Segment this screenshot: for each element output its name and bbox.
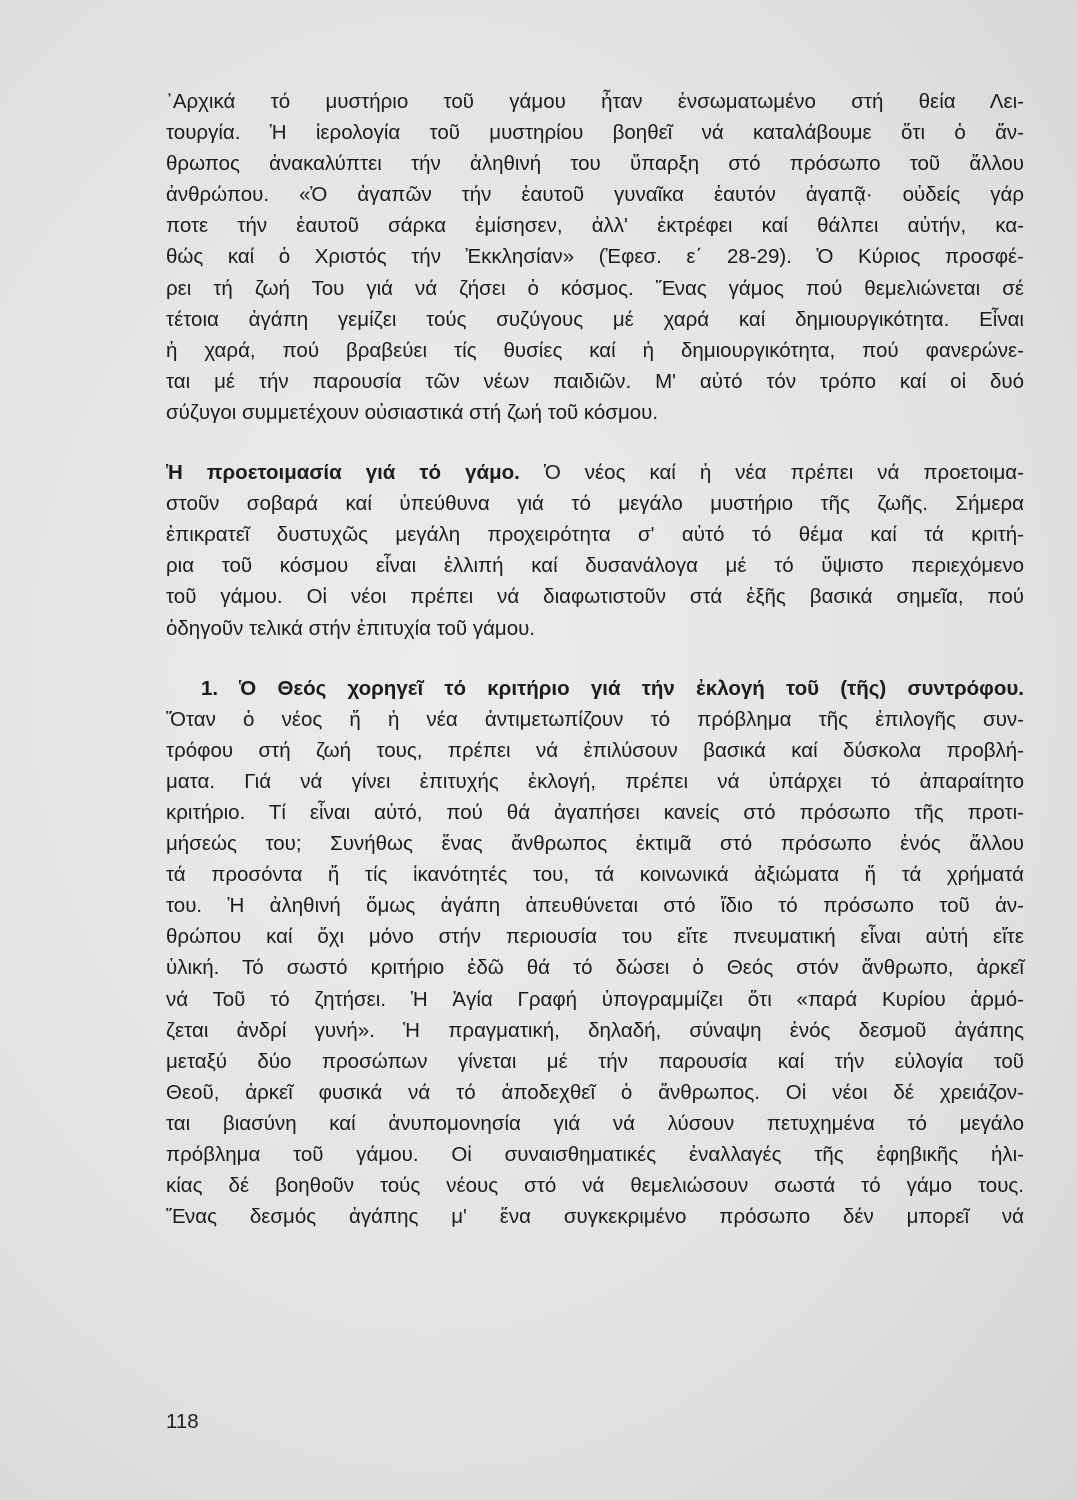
- text-line: ματα. Γιά νά γίνει ἐπιτυχής ἐκλογή, πρέπει νά ὑπάρχει τό ἀπαραίτητο: [166, 769, 1024, 793]
- paragraph-liturgy: [166, 86, 1024, 428]
- paragraph-preparation: [166, 457, 1024, 644]
- text-line: ται βιασύνη καί ἀνυπομονησία γιά νά λύσουν πετυχημένα τό μεγάλο: [166, 1111, 1024, 1135]
- text-line: κριτήριο. Τί εἶναι αὐτό, πού θά ἀγαπήσει κανείς στό πρόσωπο τῆς προτι-: [166, 800, 1024, 824]
- text-line: Θεοῦ, ἀρκεῖ φυσικά νά τό ἀποδεχθεῖ ὁ ἄνθρωπος. Οἱ νέοι δέ χρειάζον-: [166, 1080, 1024, 1104]
- text-line: του. Ἡ ἀληθινή ὅμως ἀγάπη ἀπευθύνεται στό ἴδιο τό πρόσωπο τοῦ ἀν-: [166, 894, 1024, 918]
- paragraph-criterion: [166, 673, 1024, 1233]
- text-line: ται μέ τήν παρουσία τῶν νέων παιδιῶν. Μ' αὐτό τόν τρόπο καί οἱ δυό: [166, 369, 1024, 393]
- text-line: στοῦν σοβαρά καί ὑπεύθυνα γιά τό μεγάλο μυστήριο τῆς ζωῆς. Σήμερα: [166, 492, 1024, 516]
- text-line: ἡ χαρά, πού βραβεύει τίς θυσίες καί ἡ δημιουργικότητα, πού φανερώνε-: [166, 338, 1024, 362]
- text-run: Ὁ νέος καί ἡ νέα πρέπει νά προετοιμα-: [519, 461, 1024, 485]
- section-heading-preparation: Ἡ προετοιμασία γιά τό γάμο.: [166, 461, 520, 485]
- text-line: τρόφου στή ζωή τους, πρέπει νά ἐπιλύσουν βασικά καί δύσκολα προβλή-: [166, 738, 1024, 762]
- text-line: τοῦ γάμου. Οἱ νέοι πρέπει νά διαφωτιστοῦν στά ἑξῆς βασικά σημεῖα, πού: [166, 585, 1024, 609]
- text-line: ὑλική. Τό σωστό κριτήριο ἐδῶ θά τό δώσει ὁ Θεός στόν ἄνθρωπο, ἀρκεῖ: [166, 956, 1024, 980]
- text-line: ᾿Αρχικά τό μυστήριο τοῦ γάμου ἦταν ἐνσωματωμένο στή θεία Λει-: [166, 90, 1024, 113]
- text-line: θρωπος ἀνακαλύπτει τήν ἀληθινή του ὕπαρξη στό πρόσωπο τοῦ ἄλλου: [166, 152, 1024, 176]
- text-line: ρει τή ζωή Του γιά νά ζήσει ὁ κόσμος. Ἕνας γάμος πού θεμελιώνεται σέ: [166, 276, 1024, 300]
- text-line: σύζυγοι συμμετέχουν οὐσιαστικά στή ζωή τοῦ κόσμου.: [166, 400, 659, 424]
- text-line: τέτοια ἀγάπη γεμίζει τούς συζύγους μέ χαρά καί δημιουργικότητα. Εἶναι: [166, 307, 1024, 331]
- text-line: μήσεώς του; Συνήθως ἕνας ἄνθρωπος ἐκτιμᾶ στό πρόσωπο ἑνός ἄλλου: [166, 832, 1024, 856]
- text-line: νά Τοῦ τό ζητήσει. Ἡ Ἁγία Γραφή ὑπογραμμίζει ὅτι «παρά Κυρίου ἁρμό-: [166, 987, 1024, 1011]
- text-line: ἀνθρώπου. «Ὁ ἀγαπῶν τήν ἑαυτοῦ γυναῖκα ἑαυτόν ἀγαπᾷ· οὐδείς γάρ: [166, 183, 1024, 207]
- text-line: ζεται ἀνδρί γυνή». Ἡ πραγματική, δηλαδή, σύναψη ἑνός δεσμοῦ ἀγάπης: [166, 1018, 1024, 1042]
- text-line: ρια τοῦ κόσμου εἶναι ἐλλιπή καί δυσανάλογα μέ τό ὕψιστο περιεχόμενο: [166, 554, 1024, 578]
- text-line: ποτε τήν ἑαυτοῦ σάρκα ἐμίσησεν, ἀλλ' ἐκτρέφει καί θάλπει αὐτήν, κα-: [166, 214, 1024, 238]
- text-line: τουργία. Ἡ ἱερολογία τοῦ μυστηρίου βοηθεῖ νά καταλάβουμε ὅτι ὁ ἄν-: [166, 121, 1024, 145]
- text-line: πρόβλημα τοῦ γάμου. Οἱ συναισθηματικές ἐναλλαγές τῆς ἐφηβικῆς ἡλι-: [166, 1143, 1024, 1166]
- text-line: θρώπου καί ὄχι μόνο στήν περιουσία του εἴτε πνευματική εἶναι αὐτή εἴτε: [166, 925, 1024, 949]
- section-heading-criterion: 1. Ὁ Θεός χορηγεῖ τό κριτήριο γιά τήν ἐκλογή τοῦ (τῆς) συντρόφου.: [201, 676, 1024, 700]
- text-line: μεταξύ δύο προσώπων γίνεται μέ τήν παρουσία καί τήν εὐλογία τοῦ: [166, 1049, 1024, 1073]
- text-line: Ὅταν ὁ νέος ἤ ἡ νέα ἀντιμετωπίζουν τό πρόβλημα τῆς ἐπιλογῆς συν-: [166, 707, 1024, 731]
- text-line: κίας δέ βοηθοῦν τούς νέους στό νά θεμελιώσουν σωστά τό γάμο τους.: [166, 1174, 1024, 1198]
- page-body: [166, 86, 1024, 1232]
- text-line: [166, 457, 1024, 488]
- text-line: θώς καί ὁ Χριστός τήν Ἐκκλησίαν» (Ἐφεσ. ε΄ 28-29). Ὁ Κύριος προσφέ-: [166, 245, 1024, 269]
- page-number: 118: [166, 1410, 199, 1433]
- text-line: ἐπικρατεῖ δυστυχῶς μεγάλη προχειρότητα σ' αὐτό τό θέμα καί τά κριτή-: [166, 523, 1024, 547]
- text-line: ὁδηγοῦν τελικά στήν ἐπιτυχία τοῦ γάμου.: [166, 616, 536, 640]
- text-line: Ἕνας δεσμός ἀγάπης μ' ἕνα συγκεκριμένο πρόσωπο δέν μπορεῖ νά: [166, 1205, 1024, 1229]
- text-line: τά προσόντα ἤ τίς ἱκανότητές του, τά κοινωνικά ἀξιώματα ἤ τά χρήματά: [166, 863, 1024, 887]
